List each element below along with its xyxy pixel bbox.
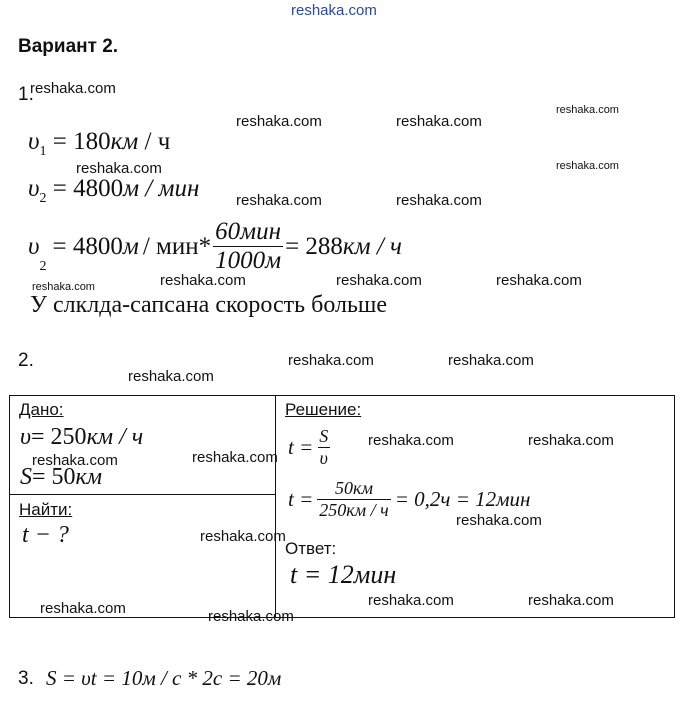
table-divider-horizontal [9, 494, 275, 495]
task-1-number: 1. [18, 84, 34, 105]
task-1-equation-conversion: υ $_2$ = 4800 м / мин* $\frac{\text{60мин}}{1000м}$ = 288 км / ч [28, 218, 402, 274]
page-title: Вариант 2. [18, 36, 119, 57]
watermark: reshaka.com [528, 432, 614, 449]
watermark: reshaka.com [200, 528, 286, 545]
watermark: reshaka.com [368, 432, 454, 449]
watermark: reshaka.com [160, 272, 246, 289]
solution-formula: t = $\frac{S}{\upsilon}$ [288, 426, 329, 468]
answer-label: Ответ: [285, 539, 337, 558]
watermark: reshaka.com [128, 368, 214, 385]
watermark: reshaka.com [288, 352, 374, 369]
watermark: reshaka.com [30, 80, 116, 97]
task-2-number: 2. [18, 350, 34, 371]
watermark: reshaka.com [32, 281, 95, 293]
watermark: reshaka.com [236, 192, 322, 209]
watermark: reshaka.com [32, 452, 118, 469]
given-speed: υ= 250км / ч [20, 424, 144, 450]
watermark: reshaka.com [236, 113, 322, 130]
watermark: reshaka.com [336, 272, 422, 289]
task-3-number: 3. [18, 668, 34, 689]
watermark: reshaka.com [448, 352, 534, 369]
watermark: reshaka.com [456, 512, 542, 529]
watermark: reshaka.com [556, 160, 619, 172]
task-1-equation-v2: $\upsilon_2 = 4800м$ / мин [28, 175, 200, 206]
watermark: reshaka.com [192, 449, 278, 466]
watermark: reshaka.com [208, 608, 294, 625]
solution-calculation: t = $\frac{50км}{250км / ч}$ = 0,2ч = 12мин [288, 478, 531, 520]
watermark: reshaka.com [556, 104, 619, 116]
watermark: reshaka.com [396, 113, 482, 130]
given-label: Дано: [19, 400, 64, 419]
solution-label: Решение: [285, 400, 362, 419]
answer-value: t = 12мин [290, 560, 397, 589]
watermark: reshaka.com [496, 272, 582, 289]
conversion-fraction: $\frac{\text{60мин}}{1000м}$ [215, 218, 282, 274]
table-divider-vertical [275, 395, 276, 617]
find-value: t − ? [22, 522, 69, 548]
watermark: reshaka.com [396, 192, 482, 209]
watermark: reshaka.com [40, 600, 126, 617]
watermark: reshaka.com [528, 592, 614, 609]
task-3-equation: S = υt = 10м / с * 2с = 20м [46, 666, 282, 690]
watermark: reshaka.com [368, 592, 454, 609]
watermark: reshaka.com [76, 160, 162, 177]
task-1-equation-v1: $\upsilon_1 = 180км / ч$ [28, 128, 171, 159]
find-label: Найти: [19, 500, 73, 519]
task-1-conclusion: У слклда-сапсана скорость больше [30, 292, 388, 318]
given-distance: S= 50км [20, 464, 103, 490]
watermark-top[interactable]: reshaka.com [291, 2, 377, 19]
